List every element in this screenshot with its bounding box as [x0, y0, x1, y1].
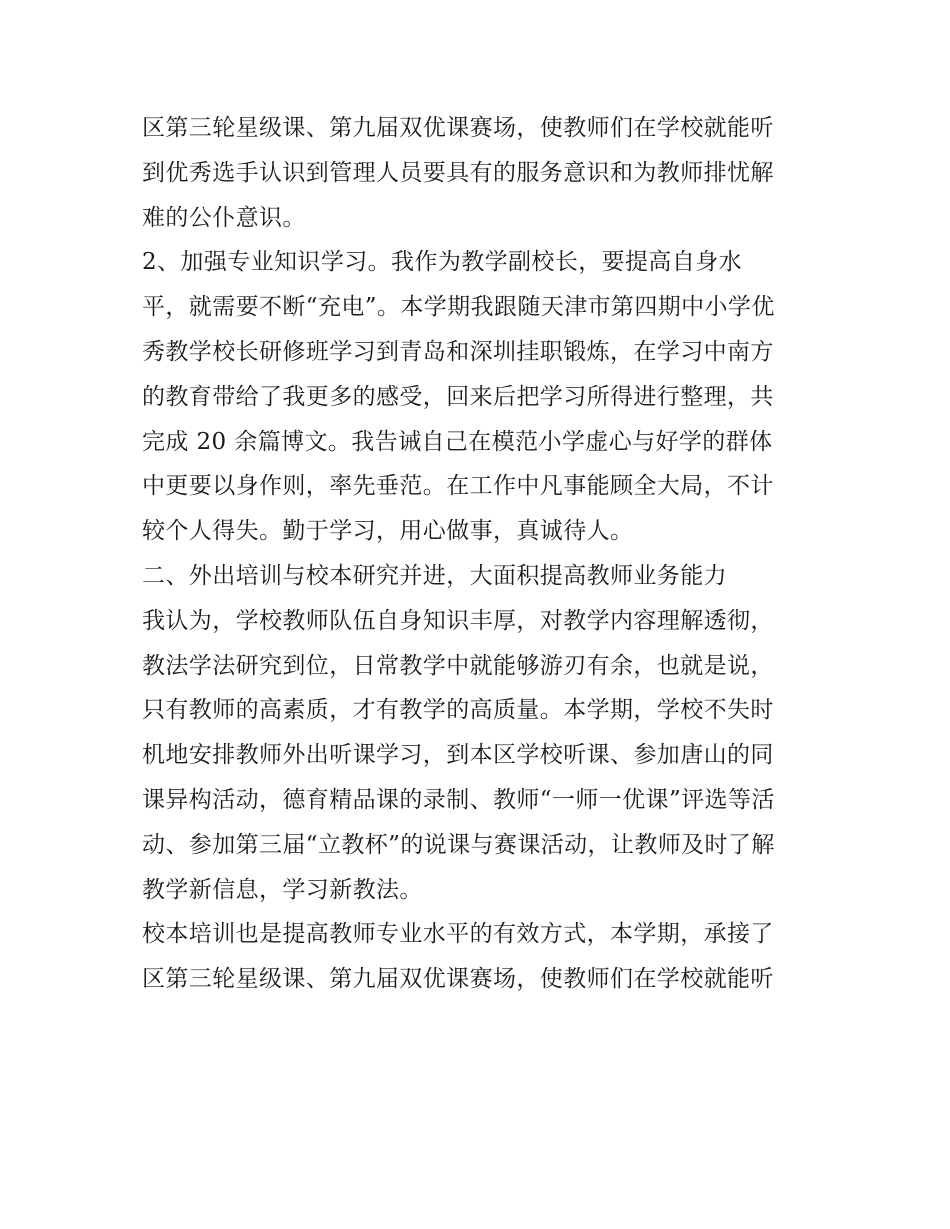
text-line: 难的公仆意识。 — [142, 204, 306, 231]
text-line: 课异构活动，德育精品课的录制、教师“一师一优课”评选等活 — [142, 786, 775, 813]
text-line: 中更要以身作则，率先垂范。在工作中凡事能顾全大局，不计 — [142, 473, 774, 500]
section-heading: 二、外出培训与校本研究并进，大面积提高教师业务能力 — [142, 562, 727, 589]
text-line: 动、参加第三届“立教杯”的说课与赛课活动，让教师及时了解 — [142, 831, 775, 858]
text-line: 的教育带给了我更多的感受，回来后把学习所得进行整理，共 — [142, 383, 774, 410]
text-line: 区第三轮星级课、第九届双优课赛场，使教师们在学校就能听 — [142, 115, 774, 141]
text-line: 教法学法研究到位，日常教学中就能够游刃有余，也就是说， — [142, 652, 774, 679]
text-line: 只有教师的高素质，才有教学的高质量。本学期，学校不失时 — [142, 697, 774, 724]
text-line: 到优秀选手认识到管理人员要具有的服务意识和为教师排忧解 — [142, 159, 774, 186]
text-line: 秀教学校长研修班学习到青岛和深圳挂职锻炼，在学习中南方 — [142, 338, 774, 365]
text-line: 平，就需要不断“充电”。本学期我跟随天津市第四期中小学优 — [142, 294, 775, 321]
text-line: 我认为，学校教师队伍自身知识丰厚，对教学内容理解透彻， — [142, 607, 774, 634]
document-body — [142, 106, 812, 1002]
text-line: 教学新信息，学习新教法。 — [142, 876, 423, 903]
text-line: 校本培训也是提高教师专业水平的有效方式，本学期，承接了 — [142, 921, 774, 948]
text-line: 区第三轮星级课、第九届双优课赛场，使教师们在学校就能听 — [142, 966, 774, 993]
text-line: 2、加强专业知识学习。我作为教学副校长，要提高自身水 — [142, 249, 743, 276]
text-line: 完成 20 余篇博文。我告诫自己在模范小学虚心与好学的群体 — [142, 428, 773, 455]
text-line: 较个人得失。勤于学习，用心做事，真诚待人。 — [142, 518, 634, 545]
text-line: 机地安排教师外出听课学习，到本区学校听课、参加唐山的同 — [142, 742, 774, 769]
